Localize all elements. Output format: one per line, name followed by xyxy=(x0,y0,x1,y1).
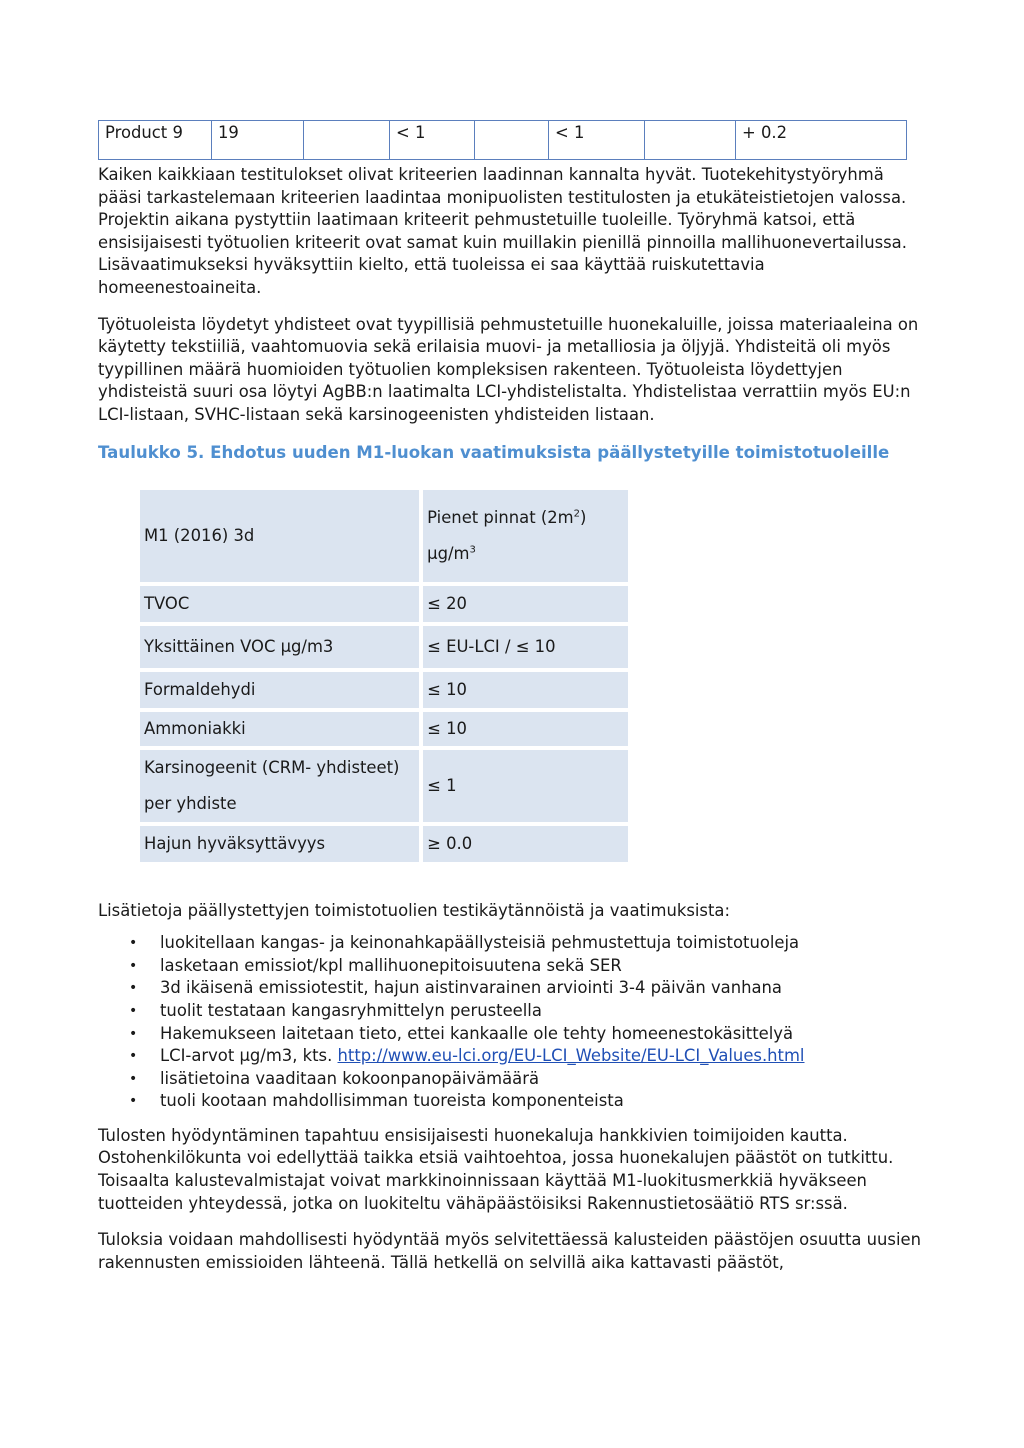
table-row xyxy=(99,121,907,160)
table-row xyxy=(140,672,628,708)
paragraph: Tuloksia voidaan mahdollisesti hyödyntää myös selvitettäessä kalusteiden päästöjen osuutta uusien rakennusten emissioiden lähteenä. Tällä hetkellä on selvillä aika kattavasti päästöt, xyxy=(98,1230,921,1272)
criterion-label xyxy=(140,750,419,822)
table-cell: < 1 xyxy=(549,121,645,160)
table-cell: < 1 xyxy=(390,121,475,160)
list-item: • Hakemukseen laitetaan tieto, ettei kankaalle ole tehty homeenestokäsittelyä xyxy=(160,1023,928,1046)
info-intro: Lisätietoja päällystettyjen toimistotuolien testikäytännöistä ja vaatimuksista: xyxy=(98,900,730,920)
criterion-label: TVOC xyxy=(140,586,419,622)
table-row xyxy=(140,586,628,622)
table-cell: Product 9 xyxy=(99,121,212,160)
list-item-text: LCI-arvot µg/m3, kts. xyxy=(160,1046,338,1066)
list-item: • tuoli kootaan mahdollisimman tuoreista komponenteista xyxy=(160,1090,928,1113)
superscript: 2 xyxy=(573,508,580,520)
superscript: 3 xyxy=(469,544,476,556)
header-text: Pienet pinnat (2m xyxy=(427,507,574,527)
document-page xyxy=(98,120,928,1274)
criterion-label: Hajun hyväksyttävyys xyxy=(140,826,419,862)
criterion-label: Ammoniakki xyxy=(140,712,419,746)
list-item: • 3d ikäisenä emissiotestit, hajun aistinvarainen arviointi 3-4 päivän vanhana xyxy=(160,977,928,1000)
criterion-value: ≤ 1 xyxy=(423,750,628,822)
table-row xyxy=(140,826,628,862)
criterion-value: ≥ 0.0 xyxy=(423,826,628,862)
table-cell xyxy=(304,121,390,160)
table-caption: Taulukko 5. Ehdotus uuden M1-luokan vaatimuksista päällystetyille toimistotuoleille xyxy=(98,442,890,462)
criterion-value: ≤ 20 xyxy=(423,586,628,622)
header-cell: M1 (2016) 3d xyxy=(140,490,419,582)
label-line: Karsinogeenit (CRM- yhdisteet) xyxy=(144,757,400,777)
unit-text: µg/m xyxy=(427,543,470,563)
list-item: • tuolit testataan kangasryhmittelyn perusteella xyxy=(160,1000,928,1023)
table-row xyxy=(140,712,628,746)
criterion-value: ≤ 10 xyxy=(423,672,628,708)
info-list xyxy=(98,932,928,1113)
header-text: ) xyxy=(580,507,587,527)
table-cell xyxy=(645,121,736,160)
table-cell xyxy=(475,121,549,160)
paragraph: Tulosten hyödyntäminen tapahtuu ensisijaisesti huonekaluja hankkivien toimijoiden kautta. Ostohenkilökunta voi edellyttää taikka etsiä vaihtoehtoa, jossa huonekalujen päästöt on tutkittu. Toisaalta kalustevalmistajat voivat markkinoinnissaan käyttää M1-luokitusmerkkiä hyväkseen tuotteiden yhteydessä, jotka on luokiteltu vähäpäästöisiksi Rakennustietosäätiö RTS sr:ssä. xyxy=(98,1125,894,1213)
criterion-label: Yksittäinen VOC µg/m3 xyxy=(140,626,419,668)
label-line: per yhdiste xyxy=(144,793,237,813)
paragraph: Kaiken kaikkiaan testitulokset olivat kriteerien laadinnan kannalta hyvät. Tuotekehitystyöryhmä pääsi tarkastelemaan kriteerien laadintaa monipuolisten testitulosten ja etukäteistietojen valossa. Projektin aikana pystyttiin laatimaan kriteerit pehmustetuille tuoleille. Työryhmä katsoi, että ensisijaisesti työtuolien kriteerit ovat samat kuin muillakin pienillä pinnoilla mallihuonevertailussa. Lisävaatimukseksi hyväksyttiin kielto, että tuoleissa ei saa käyttää ruiskutettavia homeenestoaineita. xyxy=(98,165,907,297)
criterion-label: Formaldehydi xyxy=(140,672,419,708)
table-header-row xyxy=(140,490,628,582)
criterion-value: ≤ 10 xyxy=(423,712,628,746)
table-cell: 19 xyxy=(212,121,304,160)
header-cell xyxy=(423,490,628,582)
list-item: • lisätietoina vaaditaan kokoonpanopäivämäärä xyxy=(160,1068,928,1091)
eu-lci-link[interactable]: http://www.eu-lci.org/EU-LCI_Website/EU-LCI_Values.html xyxy=(337,1046,805,1066)
criteria-table xyxy=(136,486,632,866)
table-row xyxy=(140,750,628,822)
table-row xyxy=(140,626,628,668)
criterion-value: ≤ EU-LCI / ≤ 10 xyxy=(423,626,628,668)
product-results-table xyxy=(98,120,907,160)
paragraph: Työtuoleista löydetyt yhdisteet ovat tyypillisiä pehmustetuille huonekaluille, joissa materiaaleina on käytetty tekstiiliä, vaahtomuovia sekä erilaisia muovi- ja metalliosia ja öljyjä. Yhdisteitä oli myös tyypillinen määrä huomioiden työtuolien kompleksisen rakenteen. Työtuoleista löydettyjen yhdisteistä suuri osa löytyi AgBB:n laatimalta LCI-yhdistelistalta. Yhdistelistaa verrattiin myös EU:n LCI-listaan, SVHC-listaan sekä karsinogeenisten yhdisteiden listaan. xyxy=(98,314,919,424)
list-item: • luokitellaan kangas- ja keinonahkapäällysteisiä pehmustettuja toimistotuoleja xyxy=(160,932,928,955)
table-cell: + 0.2 xyxy=(736,121,907,160)
list-item: • lasketaan emissiot/kpl mallihuonepitoisuutena sekä SER xyxy=(160,955,928,978)
list-item xyxy=(160,1045,928,1068)
